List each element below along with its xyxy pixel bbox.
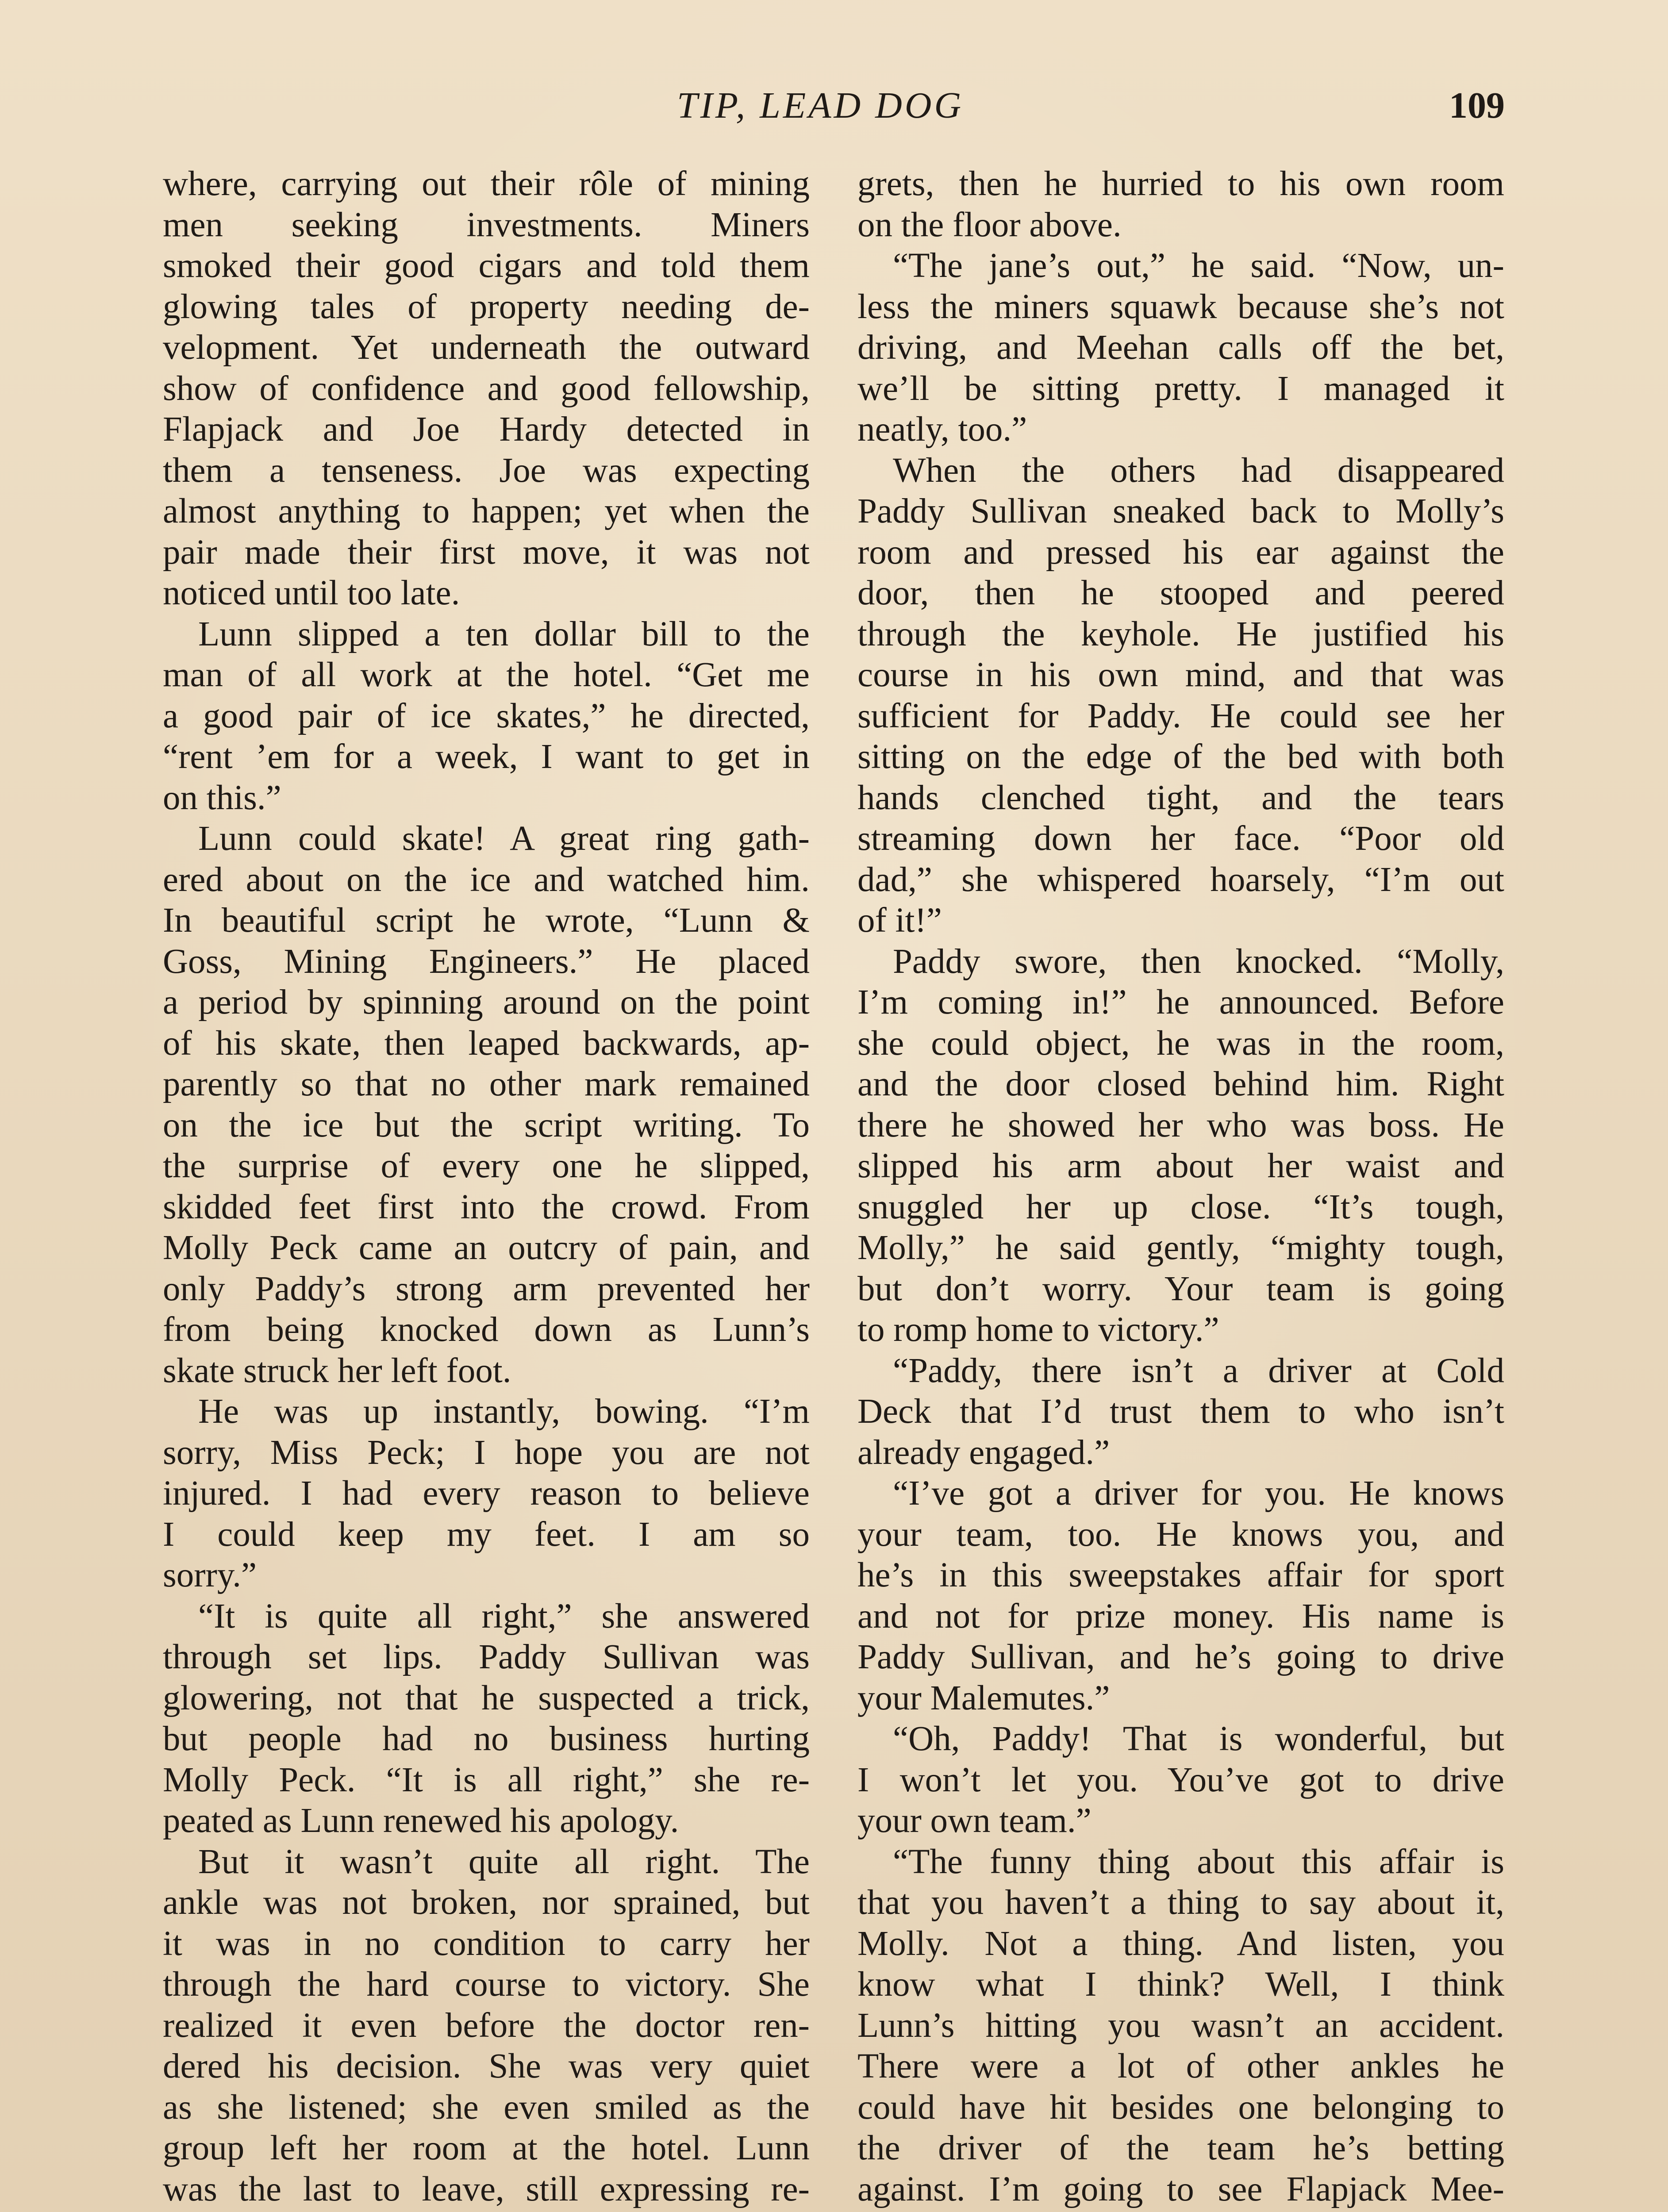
text-line: “rent ’em for a week, I want to get in [163,737,810,776]
running-head [0,84,1668,137]
text-line: “The funny thing about this affair is [893,1842,1504,1881]
text-line: them a tenseness. Joe was expecting [163,451,810,490]
text-line: Lunn could skate! A great ring gath- [198,819,810,858]
text-line: Molly,” he said gently, “mighty tough, [857,1229,1504,1267]
text-line: dad,” she whispered hoarsely, “I’m out [857,860,1504,899]
text-line: already engaged.” [857,1433,1110,1472]
text-line: show of confidence and good fellowship, [163,369,810,408]
text-line: only Paddy’s strong arm prevented her [163,1269,810,1308]
text-line: grets, then he hurried to his own room [857,165,1504,203]
text-line: room and pressed his ear against the [857,533,1504,572]
text-line: ankle was not broken, nor sprained, but [163,1883,810,1922]
text-line: I won’t let you. You’ve got to drive [857,1760,1504,1799]
text-line: but don’t worry. Your team is going [857,1269,1504,1308]
text-line: through the keyhole. He justified his [857,614,1504,653]
text-line: on the ice but the script writing. To [163,1106,810,1144]
text-line: Goss, Mining Engineers.” He placed [163,942,810,981]
page-number: 109 [1449,85,1505,126]
text-line: on the floor above. [857,205,1122,244]
text-line: men seeking investments. Miners [163,205,810,244]
text-line: I’m coming in!” he announced. Before [857,983,1504,1022]
text-line: of it!” [857,901,942,940]
text-line: know what I think? Well, I think [857,1965,1504,2004]
text-line: When the others had disappeared [893,451,1504,490]
text-line: “Paddy, there isn’t a driver at Cold [893,1351,1504,1390]
text-line: the surprise of every one he slipped, [163,1147,810,1185]
left-text-column [163,164,810,2210]
text-line: a period by spinning around on the point [163,983,810,1022]
text-line: group left her room at the hotel. Lunn [163,2129,810,2167]
text-line: through the hard course to victory. She [163,1965,810,2004]
text-line: peated as Lunn renewed his apology. [163,1801,679,1840]
text-line: it was in no condition to carry her [163,1924,810,1963]
text-line: driving, and Meehan calls off the bet, [857,328,1504,367]
text-line: Paddy swore, then knocked. “Molly, [893,942,1504,981]
text-line: parently so that no other mark remained [163,1065,810,1103]
text-line: course in his own mind, and that was [857,656,1504,694]
text-line: we’ll be sitting pretty. I managed it [857,369,1504,408]
text-line: realized it even before the doctor ren- [163,2006,810,2045]
text-line: noticed until too late. [163,574,460,612]
text-line: Paddy Sullivan sneaked back to Molly’s [857,492,1504,530]
text-line: Lunn slipped a ten dollar bill to the [198,614,810,653]
text-line: door, then he stooped and peered [857,574,1504,612]
text-line: the driver of the team he’s betting [857,2129,1504,2167]
text-line: velopment. Yet underneath the outward [163,328,810,367]
text-line: “It is quite all right,” she answered [198,1597,810,1636]
text-line: “The jane’s out,” he said. “Now, un- [893,246,1504,285]
text-line: sorry, Miss Peck; I hope you are not [163,1433,810,1472]
text-line: but people had no business hurting [163,1720,810,1758]
text-line: against. I’m going to see Flapjack Mee- [857,2170,1504,2208]
text-line: from being knocked down as Lunn’s [163,1310,810,1349]
text-line: skidded feet first into the crowd. From [163,1187,810,1226]
text-line: and not for prize money. His name is [857,1597,1504,1636]
text-line: through set lips. Paddy Sullivan was [163,1638,810,1676]
text-line: injured. I had every reason to believe [163,1474,810,1513]
text-line: Molly. Not a thing. And listen, you [857,1924,1504,1963]
text-line: neatly, too.” [857,410,1027,449]
text-line: glowing tales of property needing de- [163,287,810,326]
text-line: Molly Peck came an outcry of pain, and [163,1229,810,1267]
text-line: glowering, not that he suspected a trick, [163,1678,810,1717]
text-line: there he showed her who was boss. He [857,1106,1504,1144]
text-line: and the door closed behind him. Right [857,1065,1504,1103]
text-line: pair made their first move, it was not [163,533,810,572]
text-line: smoked their good cigars and told them [163,246,810,285]
text-line: sufficient for Paddy. He could see her [857,696,1504,735]
text-line: Molly Peck. “It is all right,” she re- [163,1760,810,1799]
text-line: man of all work at the hotel. “Get me [163,656,810,694]
text-line: I could keep my feet. I am so [163,1515,810,1554]
text-line: your own team.” [857,1801,1092,1840]
text-line: hands clenched tight, and the tears [857,778,1504,817]
text-line: Deck that I’d trust them to who isn’t [857,1392,1504,1431]
text-line: snuggled her up close. “It’s tough, [857,1187,1504,1226]
text-line: skate struck her left foot. [163,1351,511,1390]
text-line: slipped his arm about her waist and [857,1147,1504,1185]
text-line: “Oh, Paddy! That is wonderful, but [893,1720,1504,1758]
text-line: “I’ve got a driver for you. He knows [893,1474,1504,1513]
text-line: where, carrying out their rôle of mining [163,165,810,203]
text-line: to romp home to victory.” [857,1310,1219,1349]
text-line: as she listened; she even smiled as the [163,2088,810,2127]
right-text-column [857,164,1504,2210]
text-line: He was up instantly, bowing. “I’m [198,1392,810,1431]
text-line: But it wasn’t quite all right. The [198,1842,810,1881]
text-line: your Malemutes.” [857,1678,1110,1717]
running-title: TIP, LEAD DOG [677,85,964,126]
text-line: he’s in this sweepstakes affair for sport [857,1556,1504,1594]
text-line: she could object, he was in the room, [857,1024,1504,1063]
text-line: Paddy Sullivan, and he’s going to drive [857,1638,1504,1676]
text-line: a good pair of ice skates,” he directed, [163,696,810,735]
text-line: was the last to leave, still expressing re- [163,2170,810,2208]
text-line: dered his decision. She was very quiet [163,2047,810,2085]
text-line: of his skate, then leaped backwards, ap- [163,1024,810,1063]
text-line: There were a lot of other ankles he [857,2047,1504,2085]
text-line: streaming down her face. “Poor old [857,819,1504,858]
text-line: Lunn’s hitting you wasn’t an accident. [857,2006,1504,2045]
text-line: that you haven’t a thing to say about it, [857,1883,1504,1922]
text-line: your team, too. He knows you, and [857,1515,1504,1554]
text-line: less the miners squawk because she’s not [857,287,1504,326]
text-line: on this.” [163,778,281,817]
text-line: ered about on the ice and watched him. [163,860,810,899]
text-line: almost anything to happen; yet when the [163,492,810,530]
text-line: In beautiful script he wrote, “Lunn & [163,901,810,940]
text-line: Flapjack and Joe Hardy detected in [163,410,810,449]
text-line: sitting on the edge of the bed with both [857,737,1504,776]
text-line: could have hit besides one belonging to [857,2088,1504,2127]
text-line: sorry.” [163,1556,257,1594]
